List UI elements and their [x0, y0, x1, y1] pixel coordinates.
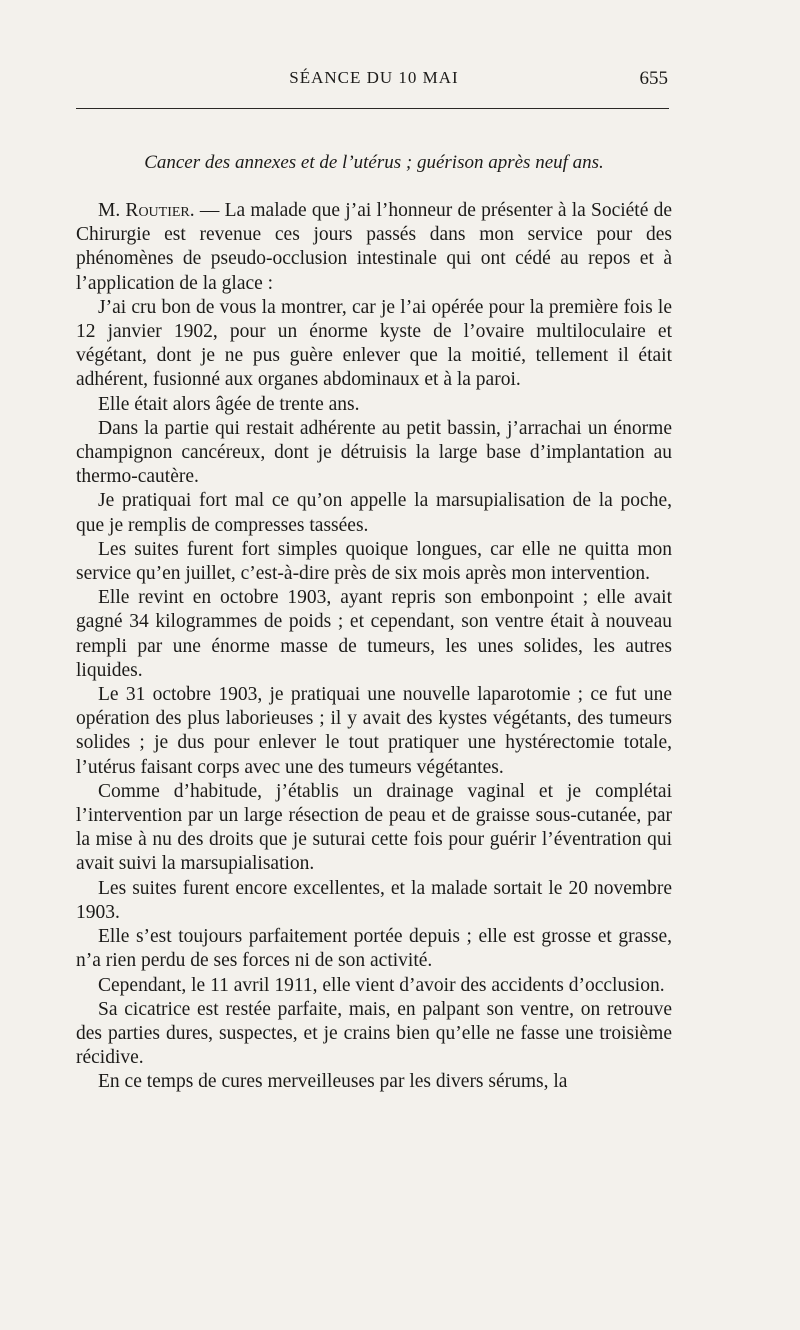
paragraph: Je pratiquai fort mal ce qu’on appelle la marsupialisation de la poche, que je remplis de compresses tassées. [76, 490, 672, 536]
paragraph: Comme d’habitude, j’établis un drainage vaginal et je complétai l’intervention par un large résection de peau et de graisse sous-cutanée, par la mise à nu des droits que je suturai cette fois pour guérir l’éventration qui avait suivi la marsupialisation. [76, 780, 672, 875]
paragraph: Elle revint en octobre 1903, ayant repris son embonpoint ; elle avait gagné 34 kilogrammes de poids ; et cependant, son ventre était à nouveau rempli par une énorme masse de tumeurs, les unes solides, les autres liquides. [76, 587, 672, 681]
header-rule [76, 108, 669, 109]
paragraph: J’ai cru bon de vous la montrer, car je l’ai opérée pour la première fois le 12 janvier 1902, pour un énorme kyste de l’ovaire multiloculaire et végétant, dont je ne pus guère enlever que la moitié, tellement il était adhérent, fusionné aux organes abdominaux et à la paroi. [76, 296, 672, 391]
paragraph: Sa cicatrice est restée parfaite, mais, en palpant son ventre, on retrouve des parties dures, suspectes, et je crains bien qu’elle ne fasse une troisième récidive. [76, 998, 672, 1069]
running-title: SÉANCE DU 10 MAI [289, 68, 459, 87]
page-header [76, 68, 672, 98]
article-body [76, 199, 672, 1095]
paragraph: Le 31 octobre 1903, je pratiquai une nouvelle laparotomie ; ce fut une opération des plus laborieuses ; il y avait des kystes végétants, des tumeurs solides ; je dus pour enlever le tout pratiquer une hystérectomie totale, l’utérus faisant corps avec une des tumeurs végétantes. [76, 684, 672, 778]
paragraph-text: — La malade que j’ai l’honneur de présenter à la Société de Chirurgie est revenue ces jours passés dans mon service pour des phénomènes de pseudo-occlusion intestinale qui ont cédé au repos et à l’application de la glace : [76, 200, 673, 294]
paragraph: Elle était alors âgée de trente ans. [98, 393, 360, 415]
paragraph: Cependant, le 11 avril 1911, elle vient d’avoir des accidents d’occlusion. [98, 974, 665, 996]
paragraph: Les suites furent encore excellentes, et la malade sortait le 20 novembre 1903. [76, 877, 672, 923]
page-number: 655 [639, 68, 668, 89]
paragraph: Dans la partie qui restait adhérente au petit bassin, j’arrachai un énorme champignon cancéreux, dont je détruisis la large base d’implantation au thermo-cautère. [76, 417, 672, 488]
author-name: M. Routier. [98, 200, 195, 221]
paragraph: En ce temps de cures merveilleuses par les divers sérums, la [98, 1071, 568, 1093]
article-title: Cancer des annexes et de l’utérus ; guérison après neuf ans. [144, 152, 604, 173]
paragraph [76, 199, 672, 296]
paragraph: Elle s’est toujours parfaitement portée depuis ; elle est grosse et grasse, n’a rien perdu de ses forces ni de son activité. [76, 926, 672, 972]
paragraph: Les suites furent fort simples quoique longues, car elle ne quitta mon service qu’en juillet, c’est-à-dire près de six mois après mon intervention. [76, 538, 672, 585]
